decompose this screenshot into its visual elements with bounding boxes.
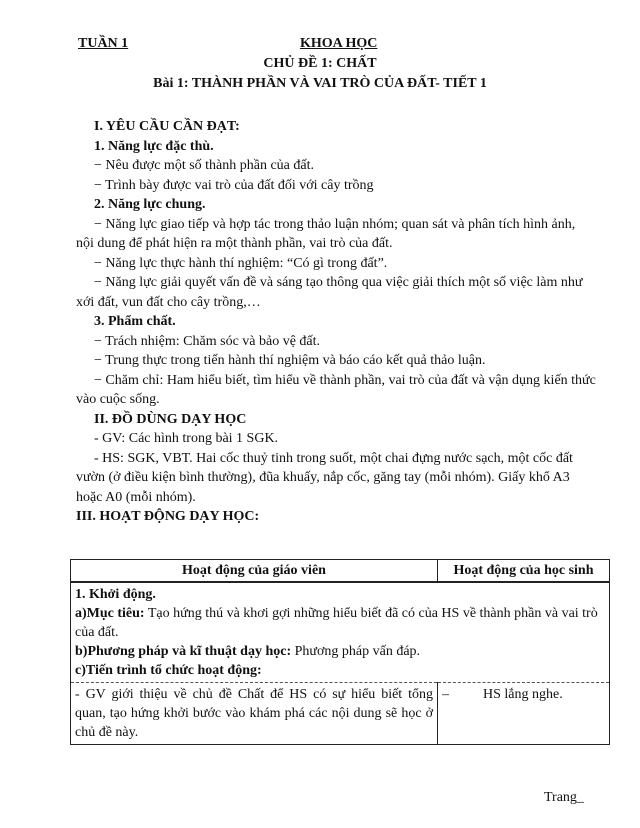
section-1-sub-3-title: 3. Phẩm chất. <box>94 314 176 329</box>
subject-title: KHOA HỌC <box>300 36 378 51</box>
table-header-row <box>71 560 610 583</box>
section-3-title: III. HOẠT ĐỘNG DẠY HỌC: <box>76 509 260 524</box>
section-1-title: I. YÊU CẦU CẦN ĐẠT: <box>94 119 240 134</box>
section-2-item: - HS: SGK, VBT. Hai cốc thuỷ tinh trong suốt, một chai đựng nước sạch, một cốc đất vườn (ở điều kiện bình thường), đũa khuấy, nắp cốc, găng tay (mỗi nhóm). Giấy khổ A3 hoặc A0 (mỗi nhóm). <box>76 450 573 505</box>
activity-table <box>70 559 610 745</box>
lesson-title: Bài 1: THÀNH PHẦN VÀ VAI TRÒ CỦA ĐẤT- TIẾT 1 <box>153 76 487 91</box>
teacher-activity-cell: - GV giới thiệu về chủ đề Chất để HS có sự hiểu biết tổng quan, tạo hứng khởi bước vào khám phá các nội dung sẽ học ở chủ đề này. <box>71 683 438 745</box>
student-activity-cell <box>438 683 610 745</box>
section-1-sub-3-item: − Chăm chỉ: Ham hiểu biết, tìm hiểu về thành phần, vai trò của đất và vận dụng kiến thức vào cuộc sống. <box>76 372 596 407</box>
section-1-sub-1-item: − Nêu được một số thành phần của đất. <box>94 158 315 173</box>
method-line <box>75 642 605 661</box>
topic-title: CHỦ ĐỀ 1: CHẤT <box>263 56 377 71</box>
student-column-header: Hoạt động của học sinh <box>438 560 610 583</box>
section-1-sub-2-item: − Năng lực thực hành thí nghiệm: “Có gì trong đất”. <box>94 255 388 271</box>
goal-line <box>75 604 605 642</box>
student-activity-text: HS lắng nghe. <box>483 687 563 702</box>
method-text: Phương pháp vấn đáp. <box>291 644 421 659</box>
section-1-sub-1-item: − Trình bày được vai trò của đất đối với cây trồng <box>94 177 374 193</box>
process-label: c)Tiến trình tổ chức hoạt động: <box>75 663 262 678</box>
goal-text: Tạo hứng thú và khơi gợi những hiểu biết đã có của HS về thành phần và vai trò của đất. <box>75 606 598 640</box>
section-1-sub-2-item: − Năng lực giải quyết vấn đề và sáng tạo thông qua việc giải thích một số việc làm như xới đất, vun đất cho cây trồng,… <box>76 275 583 310</box>
section-1-sub-3-item: − Trung thực trong tiến hành thí nghiệm và báo cáo kết quả thảo luận. <box>94 353 486 368</box>
section-1-sub-1-title: 1. Năng lực đặc thù. <box>94 138 214 154</box>
section-2-title: II. ĐỒ DÙNG DẠY HỌC <box>94 411 247 427</box>
section-1-sub-2-title: 2. Năng lực chung. <box>94 197 206 212</box>
header-row <box>78 36 598 56</box>
section-1-sub-2-item: − Năng lực giao tiếp và hợp tác trong thảo luận nhóm; quan sát và phân tích hình ảnh, nội dung để phát hiện ra một thành phần, vai trò của đất. <box>76 216 576 251</box>
section-1-sub-3-item: − Trách nhiệm: Chăm sóc và bảo vệ đất. <box>94 333 321 349</box>
table-row <box>71 582 610 683</box>
document-body <box>76 117 596 527</box>
warmup-title: 1. Khởi động. <box>75 587 156 602</box>
goal-label: a)Mục tiêu: <box>75 606 145 621</box>
teacher-column-header: Hoạt động của giáo viên <box>71 560 438 583</box>
student-dash: – <box>442 687 449 702</box>
week-label: TUẦN 1 <box>78 36 129 51</box>
warmup-cell <box>71 582 610 683</box>
section-2-item: - GV: Các hình trong bài 1 SGK. <box>94 431 279 446</box>
page-number-label: Trang_ <box>544 790 584 805</box>
method-label: b)Phương pháp và kĩ thuật dạy học: <box>75 644 292 659</box>
table-row <box>71 683 610 745</box>
